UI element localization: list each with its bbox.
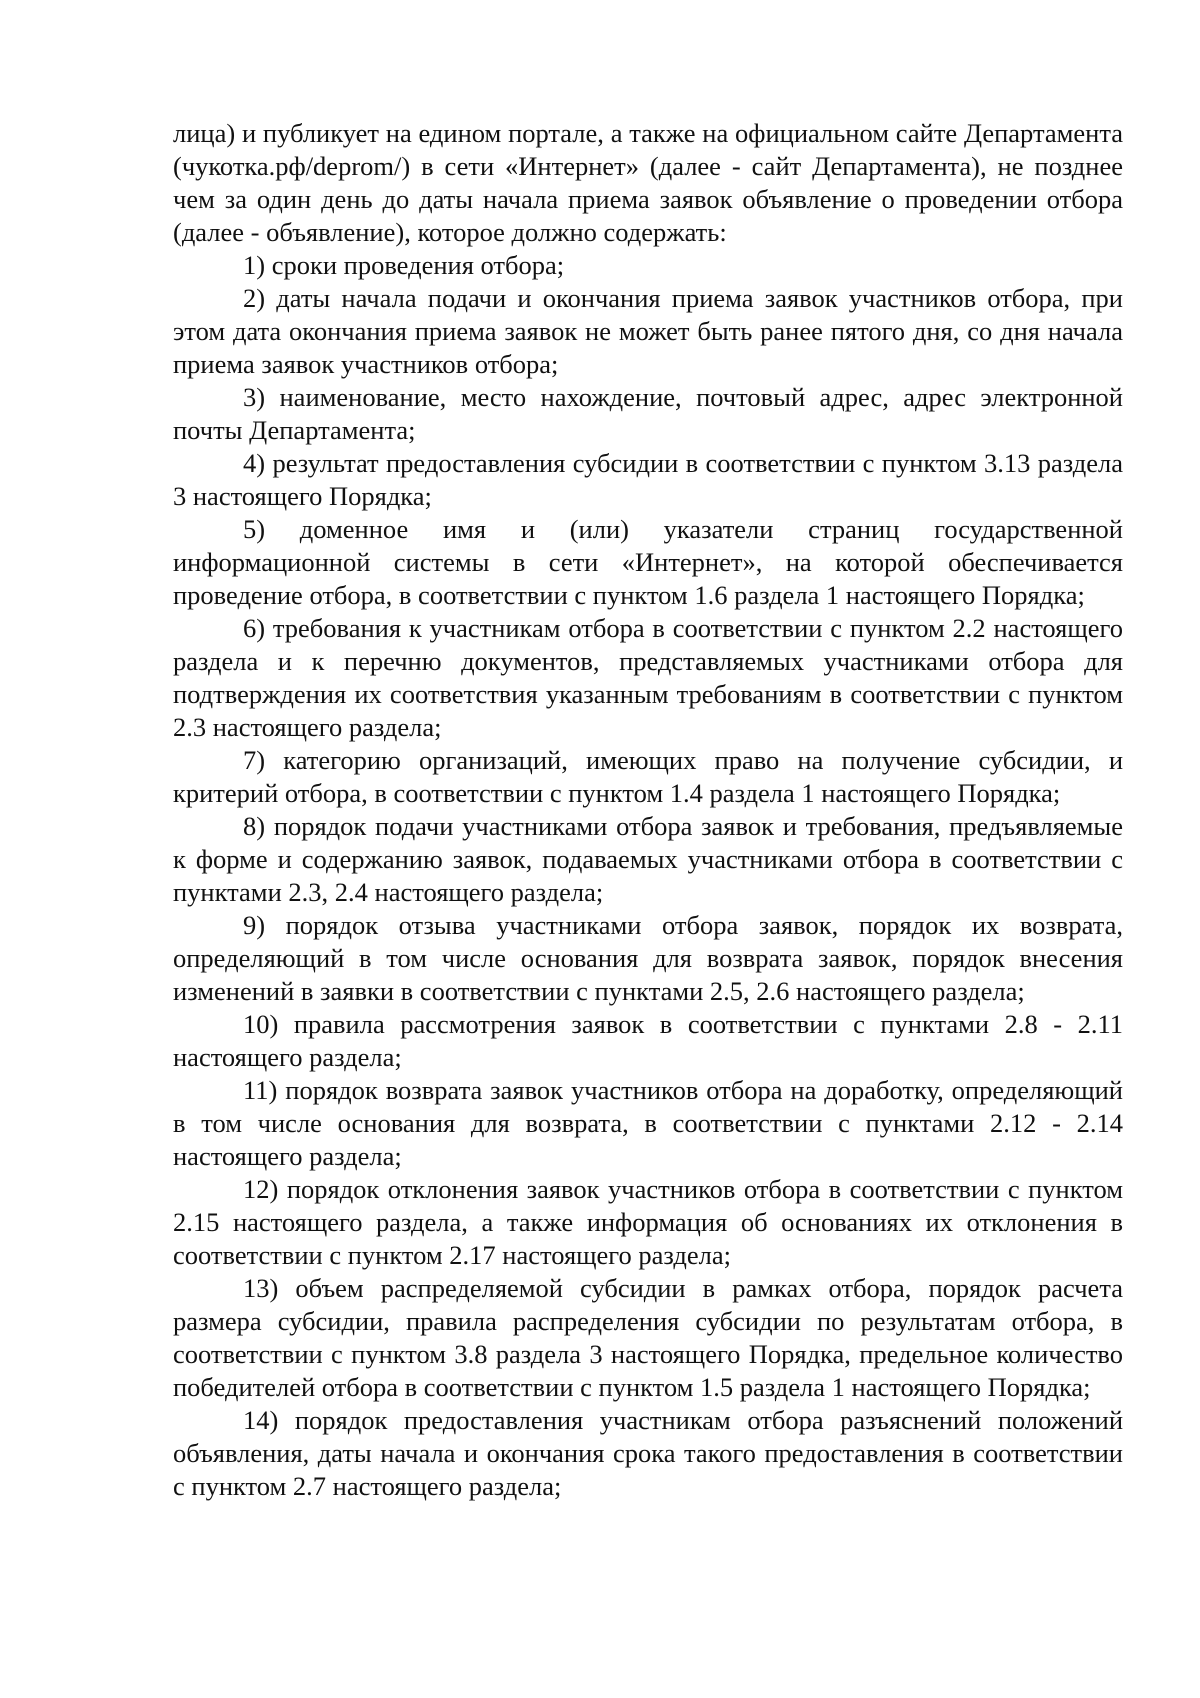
- list-item-2: 2) даты начала подачи и окончания приема заявок участников отбора, при этом дата окончания приема заявок не может быть ранее пятого дня, со дня начала приема заявок участников отбора;: [173, 283, 1123, 379]
- list-item-7: 7) категорию организаций, имеющих право на получение субсидии, и критерий отбора, в соответствии с пунктом 1.4 раздела 1 настоящего Порядка;: [173, 745, 1123, 808]
- list-item-3: 3) наименование, место нахождение, почтовый адрес, адрес электронной почты Департамента;: [173, 382, 1123, 445]
- list-item-12: 12) порядок отклонения заявок участников отбора в соответствии с пунктом 2.15 настоящего раздела, а также информация об основаниях их отклонения в соответствии с пунктом 2.17 настоящего раздела;: [173, 1174, 1123, 1270]
- list-item-6: 6) требования к участникам отбора в соответствии с пунктом 2.2 настоящего раздела и к перечню документов, представляемых участниками отбора для подтверждения их соответствия указанным требованиям в соответствии с пунктом 2.3 настоящего раздела;: [173, 613, 1123, 742]
- list-item-5: 5) доменное имя и (или) указатели страниц государственной информационной системы в сети «Интернет», на которой обеспечивается проведение отбора, в соответствии с пунктом 1.6 раздела 1 настоящего Порядка;: [173, 514, 1123, 610]
- list-item-11: 11) порядок возврата заявок участников отбора на доработку, определяющий в том числе основания для возврата, в соответствии с пунктами 2.12 - 2.14 настоящего раздела;: [173, 1075, 1123, 1171]
- list-item-10: 10) правила рассмотрения заявок в соответствии с пунктами 2.8 - 2.11 настоящего раздела;: [173, 1009, 1123, 1072]
- list-item-13: 13) объем распределяемой субсидии в рамках отбора, порядок расчета размера субсидии, правила распределения субсидии по результатам отбора, в соответствии с пунктом 3.8 раздела 3 настоящего Порядка, предельное количество победителей отбора в соответствии с пунктом 1.5 раздела 1 настоящего Порядка;: [173, 1273, 1123, 1402]
- list-item-14: 14) порядок предоставления участникам отбора разъяснений положений объявления, даты начала и окончания срока такого предоставления в соответствии с пунктом 2.7 настоящего раздела;: [173, 1405, 1123, 1501]
- paragraph-intro: лица) и публикует на едином портале, а также на официальном сайте Департамента (чукотка.рф/deprom/) в сети «Интернет» (далее - сайт Департамента), не позднее чем за один день до даты начала приема заявок объявление о проведении отбора (далее - объявление), которое должно содержать:: [173, 118, 1123, 247]
- list-item-4: 4) результат предоставления субсидии в соответствии с пунктом 3.13 раздела 3 настоящего Порядка;: [173, 448, 1123, 511]
- list-item-1: 1) сроки проведения отбора;: [243, 250, 565, 280]
- list-item-8: 8) порядок подачи участниками отбора заявок и требования, предъявляемые к форме и содержанию заявок, подаваемых участниками отбора в соответствии с пунктами 2.3, 2.4 настоящего раздела;: [173, 811, 1123, 907]
- list-item-9: 9) порядок отзыва участниками отбора заявок, порядок их возврата, определяющий в том числе основания для возврата заявок, порядок внесения изменений в заявки в соответствии с пунктами 2.5, 2.6 настоящего раздела;: [173, 910, 1123, 1006]
- document-body: [173, 117, 1123, 1503]
